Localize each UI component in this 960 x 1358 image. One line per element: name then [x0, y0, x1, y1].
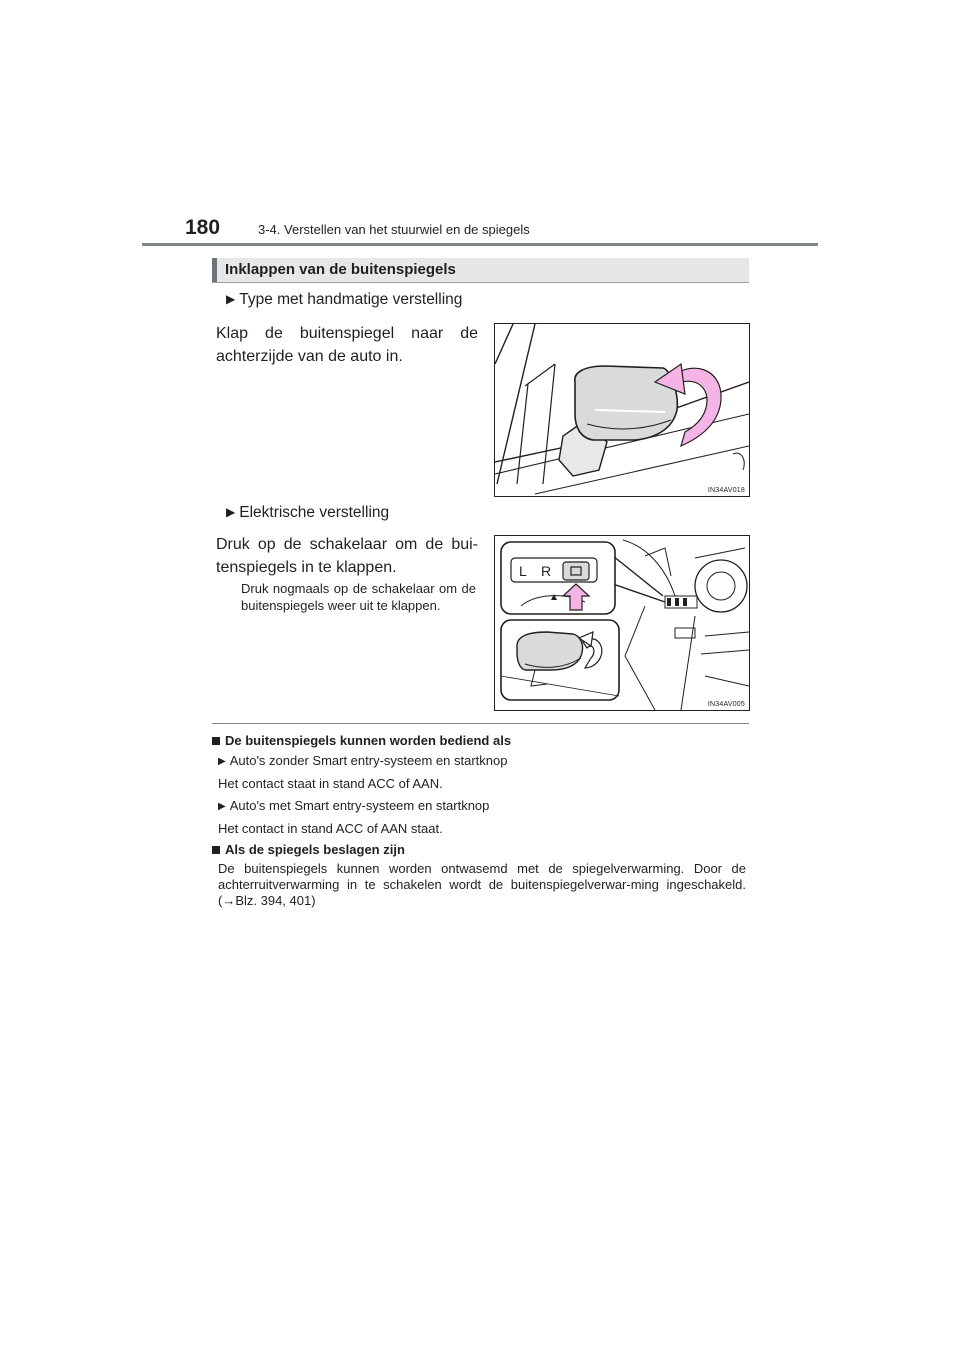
condition-smart-entry — [218, 798, 489, 816]
square-bullet-icon — [212, 737, 220, 745]
section-heading-bar — [212, 258, 749, 283]
bullet-arrow-icon: ▶ — [226, 292, 236, 306]
condition-no-smart-entry — [218, 753, 507, 771]
electric-switch-illustration — [495, 536, 749, 710]
section-accent — [212, 258, 217, 282]
manual-mirror-figure — [494, 323, 750, 497]
section-divider — [212, 723, 749, 724]
switch-label-left: L — [519, 563, 527, 579]
electric-note: Druk nogmaals op de schakelaar om de buitenspiegels weer uit te klappen. — [241, 581, 476, 613]
info-heading-fogged — [212, 842, 405, 857]
bullet-arrow-icon: ▶ — [226, 505, 236, 519]
info-heading-fogged-text: Als de spiegels beslagen zijn — [225, 842, 405, 857]
manual-mirror-illustration — [495, 324, 749, 496]
manual-heading-text: Type met handmatige verstelling — [239, 291, 463, 308]
info-fogged-text: De buitenspiegels kunnen worden ontwasemd met de spiegelverwarming. Door de achterruitverwarming in te schakelen wordt de buitenspiegelverwar-ming ingeschakeld. (→Blz. 394, 401) — [218, 861, 746, 908]
bullet-arrow-icon: ▶ — [218, 801, 226, 812]
manual-instruction: Klap de buitenspiegel naar de achterzijde van de auto in. — [216, 325, 478, 365]
switch-label-right: R — [541, 563, 552, 579]
electric-heading-text: Elektrische verstelling — [239, 504, 390, 521]
electric-heading — [226, 504, 389, 522]
header-divider — [142, 243, 818, 246]
manual-heading — [226, 291, 462, 309]
section-title: Inklappen van de buitenspiegels — [225, 261, 456, 278]
electric-switch-figure — [494, 535, 750, 711]
square-bullet-icon — [212, 846, 220, 854]
page-number: 180 — [185, 216, 221, 239]
info-heading-operation — [212, 733, 511, 748]
electric-instruction: Druk op de schakelaar om de bui-tenspiegels in te klappen. — [216, 536, 478, 576]
condition-no-smart-entry-text: Auto's zonder Smart entry-systeem en startknop — [229, 753, 508, 768]
info-heading-operation-text: De buitenspiegels kunnen worden bediend als — [225, 733, 512, 748]
condition-smart-entry-detail: Het contact in stand ACC of AAN staat. — [218, 821, 443, 836]
condition-no-smart-entry-detail: Het contact staat in stand ACC of AAN. — [218, 776, 443, 791]
condition-smart-entry-text: Auto's met Smart entry-systeem en startknop — [229, 798, 490, 813]
chapter-title: 3-4. Verstellen van het stuurwiel en de spiegels — [258, 222, 530, 237]
figure-code: IN34AV005 — [707, 701, 745, 708]
figure-code: IN34AV018 — [707, 487, 745, 494]
bullet-arrow-icon: ▶ — [218, 756, 226, 767]
